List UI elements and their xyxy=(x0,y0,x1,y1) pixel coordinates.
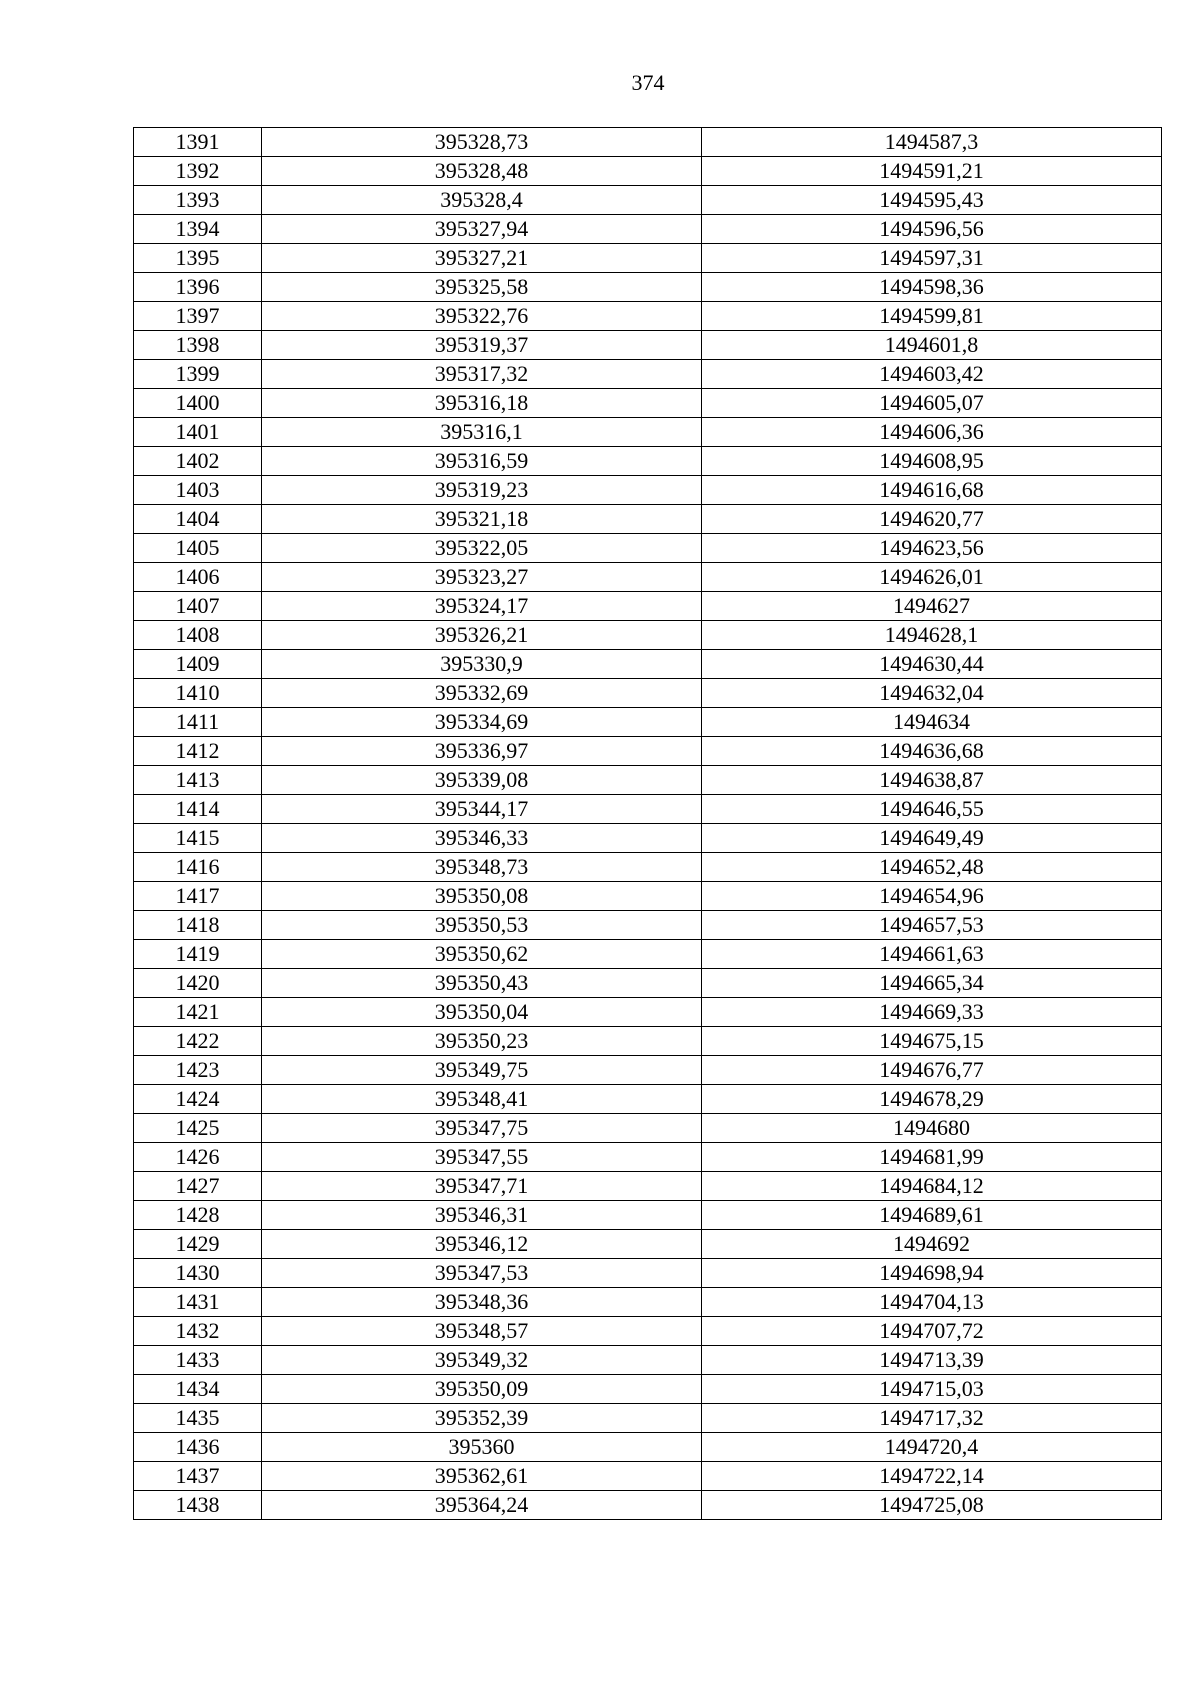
table-row xyxy=(134,1201,1162,1230)
x-coordinate-cell: 395332,69 xyxy=(262,679,702,708)
coordinates-table xyxy=(133,127,1162,1520)
table-row xyxy=(134,592,1162,621)
table-row xyxy=(134,1288,1162,1317)
x-coordinate-cell: 395334,69 xyxy=(262,708,702,737)
y-coordinate-cell: 1494676,77 xyxy=(702,1056,1162,1085)
x-coordinate-cell: 395352,39 xyxy=(262,1404,702,1433)
y-coordinate-cell: 1494681,99 xyxy=(702,1143,1162,1172)
y-coordinate-cell: 1494717,32 xyxy=(702,1404,1162,1433)
point-number-cell: 1406 xyxy=(134,563,262,592)
table-row xyxy=(134,157,1162,186)
y-coordinate-cell: 1494606,36 xyxy=(702,418,1162,447)
x-coordinate-cell: 395330,9 xyxy=(262,650,702,679)
point-number-cell: 1425 xyxy=(134,1114,262,1143)
x-coordinate-cell: 395350,04 xyxy=(262,998,702,1027)
x-coordinate-cell: 395344,17 xyxy=(262,795,702,824)
point-number-cell: 1421 xyxy=(134,998,262,1027)
x-coordinate-cell: 395316,1 xyxy=(262,418,702,447)
table-row xyxy=(134,824,1162,853)
y-coordinate-cell: 1494675,15 xyxy=(702,1027,1162,1056)
table-row xyxy=(134,1085,1162,1114)
point-number-cell: 1405 xyxy=(134,534,262,563)
y-coordinate-cell: 1494669,33 xyxy=(702,998,1162,1027)
y-coordinate-cell: 1494630,44 xyxy=(702,650,1162,679)
y-coordinate-cell: 1494713,39 xyxy=(702,1346,1162,1375)
y-coordinate-cell: 1494665,34 xyxy=(702,969,1162,998)
x-coordinate-cell: 395362,61 xyxy=(262,1462,702,1491)
point-number-cell: 1395 xyxy=(134,244,262,273)
point-number-cell: 1401 xyxy=(134,418,262,447)
table-row xyxy=(134,911,1162,940)
y-coordinate-cell: 1494597,31 xyxy=(702,244,1162,273)
x-coordinate-cell: 395348,73 xyxy=(262,853,702,882)
y-coordinate-cell: 1494678,29 xyxy=(702,1085,1162,1114)
x-coordinate-cell: 395317,32 xyxy=(262,360,702,389)
table-row xyxy=(134,244,1162,273)
x-coordinate-cell: 395319,37 xyxy=(262,331,702,360)
y-coordinate-cell: 1494626,01 xyxy=(702,563,1162,592)
y-coordinate-cell: 1494599,81 xyxy=(702,302,1162,331)
table-row xyxy=(134,128,1162,157)
table-row xyxy=(134,1027,1162,1056)
y-coordinate-cell: 1494587,3 xyxy=(702,128,1162,157)
x-coordinate-cell: 395322,76 xyxy=(262,302,702,331)
table-row xyxy=(134,998,1162,1027)
y-coordinate-cell: 1494725,08 xyxy=(702,1491,1162,1520)
point-number-cell: 1394 xyxy=(134,215,262,244)
x-coordinate-cell: 395327,21 xyxy=(262,244,702,273)
point-number-cell: 1423 xyxy=(134,1056,262,1085)
x-coordinate-cell: 395347,55 xyxy=(262,1143,702,1172)
y-coordinate-cell: 1494628,1 xyxy=(702,621,1162,650)
table-row xyxy=(134,1230,1162,1259)
y-coordinate-cell: 1494605,07 xyxy=(702,389,1162,418)
table-row xyxy=(134,273,1162,302)
x-coordinate-cell: 395336,97 xyxy=(262,737,702,766)
table-row xyxy=(134,447,1162,476)
point-number-cell: 1410 xyxy=(134,679,262,708)
x-coordinate-cell: 395350,09 xyxy=(262,1375,702,1404)
point-number-cell: 1429 xyxy=(134,1230,262,1259)
y-coordinate-cell: 1494595,43 xyxy=(702,186,1162,215)
y-coordinate-cell: 1494689,61 xyxy=(702,1201,1162,1230)
point-number-cell: 1419 xyxy=(134,940,262,969)
x-coordinate-cell: 395322,05 xyxy=(262,534,702,563)
point-number-cell: 1391 xyxy=(134,128,262,157)
y-coordinate-cell: 1494620,77 xyxy=(702,505,1162,534)
table-row xyxy=(134,853,1162,882)
table-row xyxy=(134,302,1162,331)
x-coordinate-cell: 395346,31 xyxy=(262,1201,702,1230)
table-row xyxy=(134,1375,1162,1404)
point-number-cell: 1403 xyxy=(134,476,262,505)
table-row xyxy=(134,563,1162,592)
y-coordinate-cell: 1494598,36 xyxy=(702,273,1162,302)
y-coordinate-cell: 1494654,96 xyxy=(702,882,1162,911)
x-coordinate-cell: 395346,33 xyxy=(262,824,702,853)
point-number-cell: 1393 xyxy=(134,186,262,215)
x-coordinate-cell: 395328,73 xyxy=(262,128,702,157)
point-number-cell: 1408 xyxy=(134,621,262,650)
x-coordinate-cell: 395327,94 xyxy=(262,215,702,244)
x-coordinate-cell: 395328,48 xyxy=(262,157,702,186)
point-number-cell: 1435 xyxy=(134,1404,262,1433)
y-coordinate-cell: 1494632,04 xyxy=(702,679,1162,708)
x-coordinate-cell: 395364,24 xyxy=(262,1491,702,1520)
table-row xyxy=(134,795,1162,824)
point-number-cell: 1402 xyxy=(134,447,262,476)
y-coordinate-cell: 1494652,48 xyxy=(702,853,1162,882)
table-row xyxy=(134,882,1162,911)
x-coordinate-cell: 395316,59 xyxy=(262,447,702,476)
point-number-cell: 1400 xyxy=(134,389,262,418)
table-row xyxy=(134,969,1162,998)
x-coordinate-cell: 395321,18 xyxy=(262,505,702,534)
table-row xyxy=(134,1056,1162,1085)
table-row xyxy=(134,505,1162,534)
y-coordinate-cell: 1494591,21 xyxy=(702,157,1162,186)
table-row xyxy=(134,650,1162,679)
point-number-cell: 1409 xyxy=(134,650,262,679)
table-row xyxy=(134,331,1162,360)
table-row xyxy=(134,679,1162,708)
point-number-cell: 1411 xyxy=(134,708,262,737)
point-number-cell: 1434 xyxy=(134,1375,262,1404)
y-coordinate-cell: 1494649,49 xyxy=(702,824,1162,853)
y-coordinate-cell: 1494638,87 xyxy=(702,766,1162,795)
y-coordinate-cell: 1494608,95 xyxy=(702,447,1162,476)
table-row xyxy=(134,360,1162,389)
x-coordinate-cell: 395323,27 xyxy=(262,563,702,592)
y-coordinate-cell: 1494627 xyxy=(702,592,1162,621)
x-coordinate-cell: 395339,08 xyxy=(262,766,702,795)
point-number-cell: 1428 xyxy=(134,1201,262,1230)
y-coordinate-cell: 1494722,14 xyxy=(702,1462,1162,1491)
table-row xyxy=(134,1433,1162,1462)
table-row xyxy=(134,708,1162,737)
point-number-cell: 1392 xyxy=(134,157,262,186)
x-coordinate-cell: 395350,23 xyxy=(262,1027,702,1056)
y-coordinate-cell: 1494634 xyxy=(702,708,1162,737)
x-coordinate-cell: 395348,57 xyxy=(262,1317,702,1346)
point-number-cell: 1422 xyxy=(134,1027,262,1056)
point-number-cell: 1438 xyxy=(134,1491,262,1520)
point-number-cell: 1433 xyxy=(134,1346,262,1375)
table-row xyxy=(134,1143,1162,1172)
table-row xyxy=(134,534,1162,563)
point-number-cell: 1407 xyxy=(134,592,262,621)
y-coordinate-cell: 1494680 xyxy=(702,1114,1162,1143)
table-row xyxy=(134,1491,1162,1520)
point-number-cell: 1420 xyxy=(134,969,262,998)
x-coordinate-cell: 395325,58 xyxy=(262,273,702,302)
x-coordinate-cell: 395316,18 xyxy=(262,389,702,418)
point-number-cell: 1426 xyxy=(134,1143,262,1172)
y-coordinate-cell: 1494601,8 xyxy=(702,331,1162,360)
point-number-cell: 1431 xyxy=(134,1288,262,1317)
point-number-cell: 1399 xyxy=(134,360,262,389)
table-row xyxy=(134,418,1162,447)
x-coordinate-cell: 395349,75 xyxy=(262,1056,702,1085)
point-number-cell: 1436 xyxy=(134,1433,262,1462)
page-number: 374 xyxy=(631,70,665,95)
y-coordinate-cell: 1494657,53 xyxy=(702,911,1162,940)
y-coordinate-cell: 1494715,03 xyxy=(702,1375,1162,1404)
point-number-cell: 1398 xyxy=(134,331,262,360)
x-coordinate-cell: 395328,4 xyxy=(262,186,702,215)
point-number-cell: 1397 xyxy=(134,302,262,331)
x-coordinate-cell: 395348,36 xyxy=(262,1288,702,1317)
x-coordinate-cell: 395350,62 xyxy=(262,940,702,969)
coordinates-table-body xyxy=(134,128,1162,1520)
x-coordinate-cell: 395360 xyxy=(262,1433,702,1462)
table-row xyxy=(134,1462,1162,1491)
y-coordinate-cell: 1494720,4 xyxy=(702,1433,1162,1462)
table-row xyxy=(134,940,1162,969)
point-number-cell: 1416 xyxy=(134,853,262,882)
y-coordinate-cell: 1494596,56 xyxy=(702,215,1162,244)
point-number-cell: 1430 xyxy=(134,1259,262,1288)
table-row xyxy=(134,737,1162,766)
table-row xyxy=(134,1172,1162,1201)
x-coordinate-cell: 395350,08 xyxy=(262,882,702,911)
y-coordinate-cell: 1494698,94 xyxy=(702,1259,1162,1288)
y-coordinate-cell: 1494616,68 xyxy=(702,476,1162,505)
x-coordinate-cell: 395350,53 xyxy=(262,911,702,940)
point-number-cell: 1424 xyxy=(134,1085,262,1114)
table-row xyxy=(134,1317,1162,1346)
table-row xyxy=(134,476,1162,505)
y-coordinate-cell: 1494707,72 xyxy=(702,1317,1162,1346)
table-row xyxy=(134,621,1162,650)
point-number-cell: 1418 xyxy=(134,911,262,940)
y-coordinate-cell: 1494704,13 xyxy=(702,1288,1162,1317)
y-coordinate-cell: 1494603,42 xyxy=(702,360,1162,389)
y-coordinate-cell: 1494661,63 xyxy=(702,940,1162,969)
point-number-cell: 1427 xyxy=(134,1172,262,1201)
x-coordinate-cell: 395347,71 xyxy=(262,1172,702,1201)
point-number-cell: 1396 xyxy=(134,273,262,302)
point-number-cell: 1412 xyxy=(134,737,262,766)
x-coordinate-cell: 395348,41 xyxy=(262,1085,702,1114)
x-coordinate-cell: 395347,75 xyxy=(262,1114,702,1143)
point-number-cell: 1417 xyxy=(134,882,262,911)
point-number-cell: 1404 xyxy=(134,505,262,534)
table-row xyxy=(134,766,1162,795)
y-coordinate-cell: 1494646,55 xyxy=(702,795,1162,824)
table-row xyxy=(134,1404,1162,1433)
x-coordinate-cell: 395326,21 xyxy=(262,621,702,650)
x-coordinate-cell: 395319,23 xyxy=(262,476,702,505)
x-coordinate-cell: 395349,32 xyxy=(262,1346,702,1375)
x-coordinate-cell: 395350,43 xyxy=(262,969,702,998)
point-number-cell: 1437 xyxy=(134,1462,262,1491)
table-row xyxy=(134,186,1162,215)
table-row xyxy=(134,215,1162,244)
table-row xyxy=(134,1259,1162,1288)
y-coordinate-cell: 1494623,56 xyxy=(702,534,1162,563)
x-coordinate-cell: 395346,12 xyxy=(262,1230,702,1259)
point-number-cell: 1415 xyxy=(134,824,262,853)
y-coordinate-cell: 1494692 xyxy=(702,1230,1162,1259)
y-coordinate-cell: 1494636,68 xyxy=(702,737,1162,766)
table-row xyxy=(134,1346,1162,1375)
point-number-cell: 1432 xyxy=(134,1317,262,1346)
table-row xyxy=(134,389,1162,418)
x-coordinate-cell: 395347,53 xyxy=(262,1259,702,1288)
table-row xyxy=(134,1114,1162,1143)
y-coordinate-cell: 1494684,12 xyxy=(702,1172,1162,1201)
point-number-cell: 1414 xyxy=(134,795,262,824)
point-number-cell: 1413 xyxy=(134,766,262,795)
x-coordinate-cell: 395324,17 xyxy=(262,592,702,621)
